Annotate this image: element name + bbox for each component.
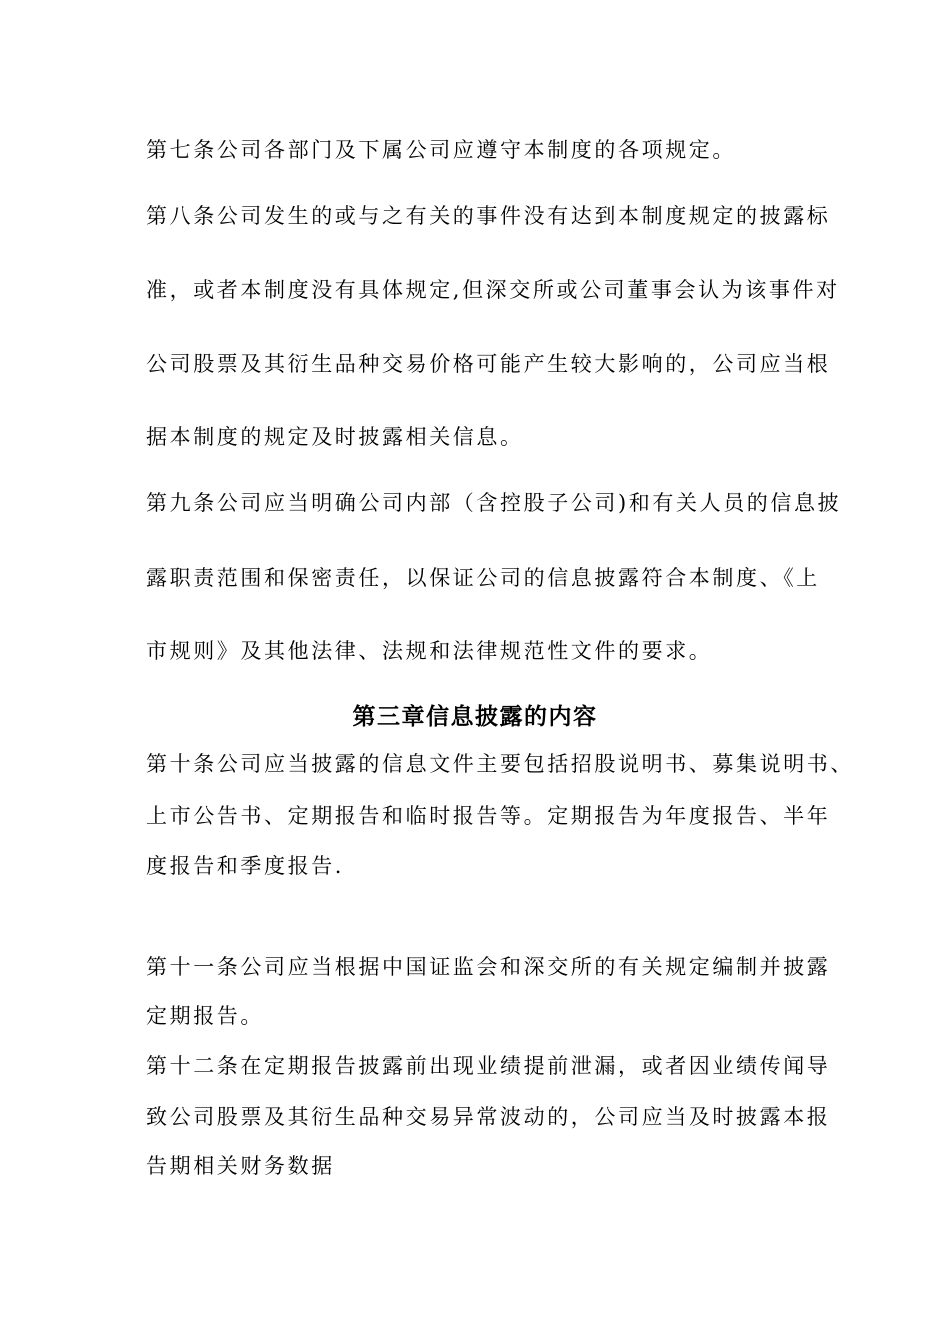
article-12-line-2: 致公司股票及其衍生品种交易异常波动的，公司应当及时披露本报	[146, 1105, 831, 1129]
article-10-line-1: 第十条公司应当披露的信息文件主要包括招股说明书、募集说明书、	[146, 752, 854, 776]
article-8-line-2: 准，或者本制度没有具体规定,但深交所或公司董事会认为该事件对	[146, 278, 840, 302]
article-7-line-1: 第七条公司各部门及下属公司应遵守本制度的各项规定。	[146, 138, 736, 162]
article-11-line-2: 定期报告。	[146, 1004, 264, 1028]
article-10-line-3: 度报告和季度报告.	[146, 854, 345, 878]
article-8-line-3: 公司股票及其衍生品种交易价格可能产生较大影响的，公司应当根	[146, 352, 831, 376]
article-8-line-1: 第八条公司发生的或与之有关的事件没有达到本制度规定的披露标	[146, 204, 831, 228]
article-9-line-1: 第九条公司应当明确公司内部（含控股子公司)和有关人员的信息披	[146, 491, 842, 515]
article-8-line-4: 据本制度的规定及时披露相关信息。	[146, 425, 524, 449]
article-12-line-3: 告期相关财务数据	[146, 1154, 335, 1178]
article-11-line-1: 第十一条公司应当根据中国证监会和深交所的有关规定编制并披露	[146, 955, 831, 979]
article-9-line-3: 市规则》及其他法律、法规和法律规范性文件的要求。	[146, 639, 713, 663]
article-12-line-1: 第十二条在定期报告披露前出现业绩提前泄漏，或者因业绩传闻导	[146, 1054, 831, 1078]
article-10-line-2: 上市公告书、定期报告和临时报告等。定期报告为年度报告、半年	[146, 804, 831, 828]
chapter-heading: 第三章信息披露的内容	[352, 703, 598, 730]
article-9-line-2: 露职责范围和保密责任，以保证公司的信息披露符合本制度、《上	[146, 566, 820, 590]
